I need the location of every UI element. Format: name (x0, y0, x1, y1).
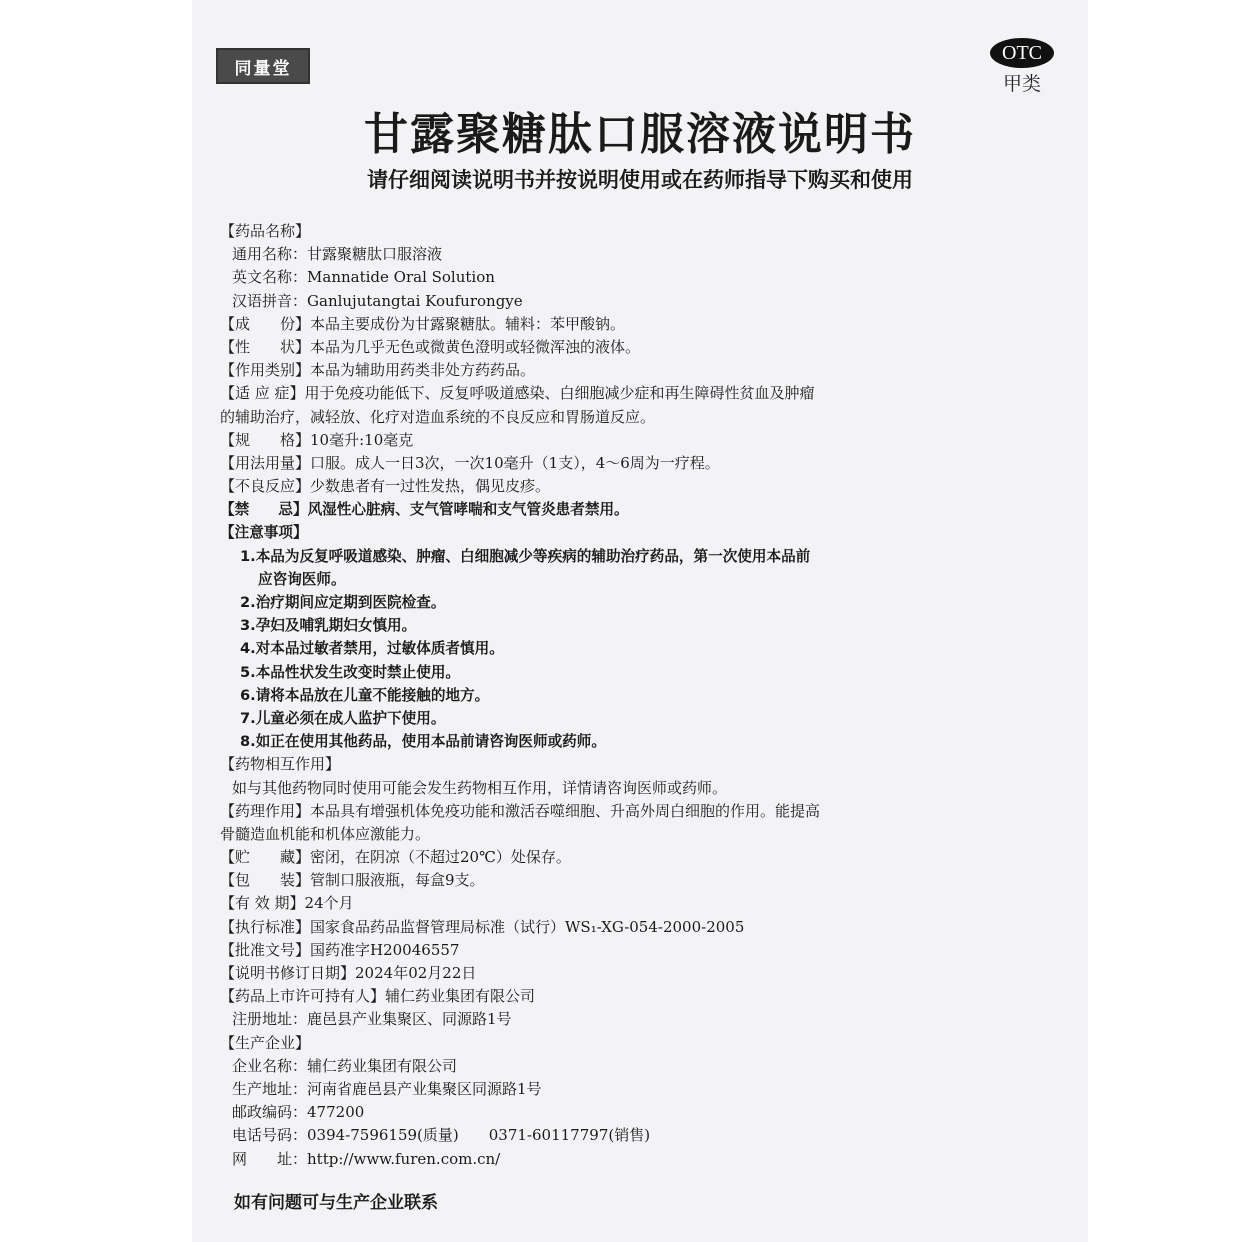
leaflet-line (220, 1124, 1060, 1147)
field-value: 辅仁药业集团有限公司 (307, 1056, 458, 1075)
leaflet-line (220, 777, 1060, 800)
field-value: 密闭，在阴凉（不超过20℃）处保存。 (310, 848, 571, 867)
field-value: http://www.furen.com.cn/ (307, 1149, 501, 1168)
field-label: 【批准文号】 (220, 940, 311, 959)
field-value: 477200 (307, 1103, 365, 1122)
leaflet-line (220, 1032, 1060, 1055)
field-value: Mannatide Oral Solution (307, 268, 495, 287)
field-value: 的辅助治疗，减轻放、化疗对造血系统的不良反应和胃肠道反应。 (220, 407, 656, 426)
field-value: 鹿邑县产业集聚区、同源路1号 (307, 1010, 512, 1029)
leaflet-line (220, 243, 1060, 266)
leaflet-line (220, 962, 1060, 985)
field-value: Ganlujutangtai Koufurongye (307, 291, 523, 310)
field-label: 【注意事项】 (220, 524, 308, 542)
field-value: 7.儿童必须在成人监护下使用。 (240, 709, 446, 727)
field-label: 汉语拼音： (232, 291, 308, 310)
leaflet-line (220, 452, 1060, 475)
field-label: 【说明书修订日期】 (220, 964, 356, 982)
leaflet-line (220, 359, 1060, 382)
leaflet-sheet (192, 0, 1088, 1242)
field-label: 【贮 藏】 (220, 848, 311, 867)
field-value: 用于免疫功能低下、反复呼吸道感染、白细胞减少症和再生障碍性贫血及肿瘤 (304, 384, 815, 403)
leaflet-line (220, 382, 1060, 405)
usage-warning: 请仔细阅读说明书并按说明使用或在药师指导下购买和使用 (367, 168, 913, 192)
leaflet-line (220, 892, 1060, 915)
field-value: 风湿性心脏病、支气管哮喘和支气管炎患者禁用。 (307, 501, 629, 519)
field-label: 【规 格】 (220, 430, 311, 449)
leaflet-line (220, 591, 1060, 614)
field-label: 【性 状】 (220, 337, 311, 356)
leaflet-line (220, 916, 1060, 939)
leaflet-line (220, 406, 1060, 429)
field-label: 【药品上市许可持有人】 (220, 987, 386, 1006)
field-label: 【执行标准】 (220, 917, 311, 936)
field-value: 河南省鹿邑县产业集聚区同源路1号 (307, 1079, 542, 1098)
field-label: 【药理作用】 (220, 801, 311, 820)
leaflet-line (220, 1055, 1060, 1078)
leaflet-line (220, 521, 1060, 544)
field-value: 甘露聚糖肽口服溶液 (307, 245, 443, 264)
leaflet-line (220, 568, 1060, 591)
field-value: 本品具有增强机体免疫功能和激活吞噬细胞、升高外周白细胞的作用。能提高 (310, 801, 821, 820)
leaflet-line (220, 1101, 1060, 1124)
field-value: 国药准字H20046557 (310, 940, 460, 959)
otc-badge (990, 38, 1054, 96)
field-value: 24个月 (304, 894, 354, 913)
field-label: 【包 装】 (220, 871, 311, 890)
leaflet-body (220, 220, 1060, 1171)
leaflet-line (220, 336, 1060, 359)
field-value: 应咨询医师。 (258, 570, 346, 588)
field-label: 邮政编码： (232, 1103, 308, 1122)
field-value: 管制口服液瓶，每盒9支。 (310, 871, 485, 890)
leaflet-line (220, 1078, 1060, 1101)
field-value: 10毫升:10毫克 (310, 430, 414, 449)
leaflet-line (220, 823, 1060, 846)
page-title: 甘露聚糖肽口服溶液说明书 (364, 109, 916, 160)
field-value: 2.治疗期间应定期到医院检查。 (240, 594, 446, 611)
field-value: 本品主要成份为甘露聚糖肽。辅料：苯甲酸钠。 (310, 314, 626, 333)
field-value: 1.本品为反复呼吸道感染、肿瘤、白细胞减少等疾病的辅助治疗药品，第一次使用本品前 (240, 547, 811, 565)
leaflet-line (220, 545, 1060, 568)
field-label: 【不良反应】 (220, 477, 311, 496)
field-label: 【适 应 症】 (220, 384, 305, 403)
leaflet-line (220, 730, 1060, 753)
field-value: 0394-7596159(质量) 0371-60117797(销售) (307, 1126, 651, 1145)
leaflet-line (220, 1148, 1060, 1171)
field-label: 电话号码： (232, 1126, 308, 1145)
leaflet-line (220, 498, 1060, 521)
otc-mark: OTC (990, 38, 1054, 68)
field-label: 网 址： (232, 1149, 308, 1168)
field-label: 【药物相互作用】 (220, 755, 341, 774)
leaflet-line (220, 869, 1060, 892)
leaflet-line (220, 1008, 1060, 1031)
field-label: 通用名称： (232, 245, 308, 264)
field-value: 本品为辅助用药类非处方药药品。 (310, 361, 536, 380)
field-label: 企业名称： (232, 1056, 308, 1075)
leaflet-line (220, 429, 1060, 452)
leaflet-line (220, 985, 1060, 1008)
brand-logo (216, 48, 310, 84)
field-label: 【用法用量】 (220, 453, 311, 472)
field-label: 【有 效 期】 (220, 894, 305, 913)
leaflet-line (220, 800, 1060, 823)
leaflet-line (220, 661, 1060, 684)
leaflet-line (220, 290, 1060, 313)
leaflet-line (220, 220, 1060, 243)
leaflet-line (220, 753, 1060, 776)
field-label: 生产地址： (232, 1079, 308, 1098)
otc-class: 甲类 (1002, 73, 1041, 95)
field-value: 国家食品药品监督管理局标准（试行）WS₁-XG-054-2000-2005 (310, 917, 745, 936)
field-label: 【药品名称】 (220, 222, 311, 240)
field-label: 【作用类别】 (220, 361, 311, 380)
leaflet-line (220, 939, 1060, 962)
field-value: 8.如正在使用其他药品，使用本品前请咨询医师或药师。 (240, 733, 606, 751)
leaflet-line (220, 707, 1060, 730)
field-value: 2024年02月22日 (355, 964, 477, 982)
leaflet-line (220, 637, 1060, 660)
field-label: 【禁 忌】 (220, 501, 308, 519)
brand-logo-text: 同量堂 (234, 58, 292, 79)
field-value: 本品为几乎无色或微黄色澄明或轻微浑浊的液体。 (310, 337, 641, 356)
leaflet-line (220, 684, 1060, 707)
contact-note: 如有问题可与生产企业联系 (234, 1193, 438, 1213)
field-value: 6.请将本品放在儿童不能接触的地方。 (240, 686, 490, 704)
leaflet-line (220, 266, 1060, 289)
leaflet-line (220, 475, 1060, 498)
field-label: 【生产企业】 (220, 1033, 311, 1052)
leaflet-line (220, 313, 1060, 336)
field-label: 英文名称： (232, 268, 308, 287)
field-value: 口服。成人一日3次，一次10毫升（1支），4～6周为一疗程。 (310, 453, 720, 472)
field-value: 5.本品性状发生改变时禁止使用。 (240, 663, 461, 681)
field-value: 骨髓造血机能和机体应激能力。 (220, 824, 431, 843)
leaflet-line (220, 614, 1060, 637)
field-value: 如与其他药物同时使用可能会发生药物相互作用，详情请咨询医师或药师。 (232, 778, 728, 797)
field-label: 注册地址： (232, 1010, 308, 1029)
leaflet-line (220, 846, 1060, 869)
field-value: 少数患者有一过性发热，偶见皮疹。 (310, 477, 551, 496)
field-value: 辅仁药业集团有限公司 (385, 987, 536, 1006)
field-label: 【成 份】 (220, 314, 311, 333)
field-value: 3.孕妇及哺乳期妇女慎用。 (240, 617, 417, 635)
field-value: 4.对本品过敏者禁用，过敏体质者慎用。 (240, 640, 504, 658)
